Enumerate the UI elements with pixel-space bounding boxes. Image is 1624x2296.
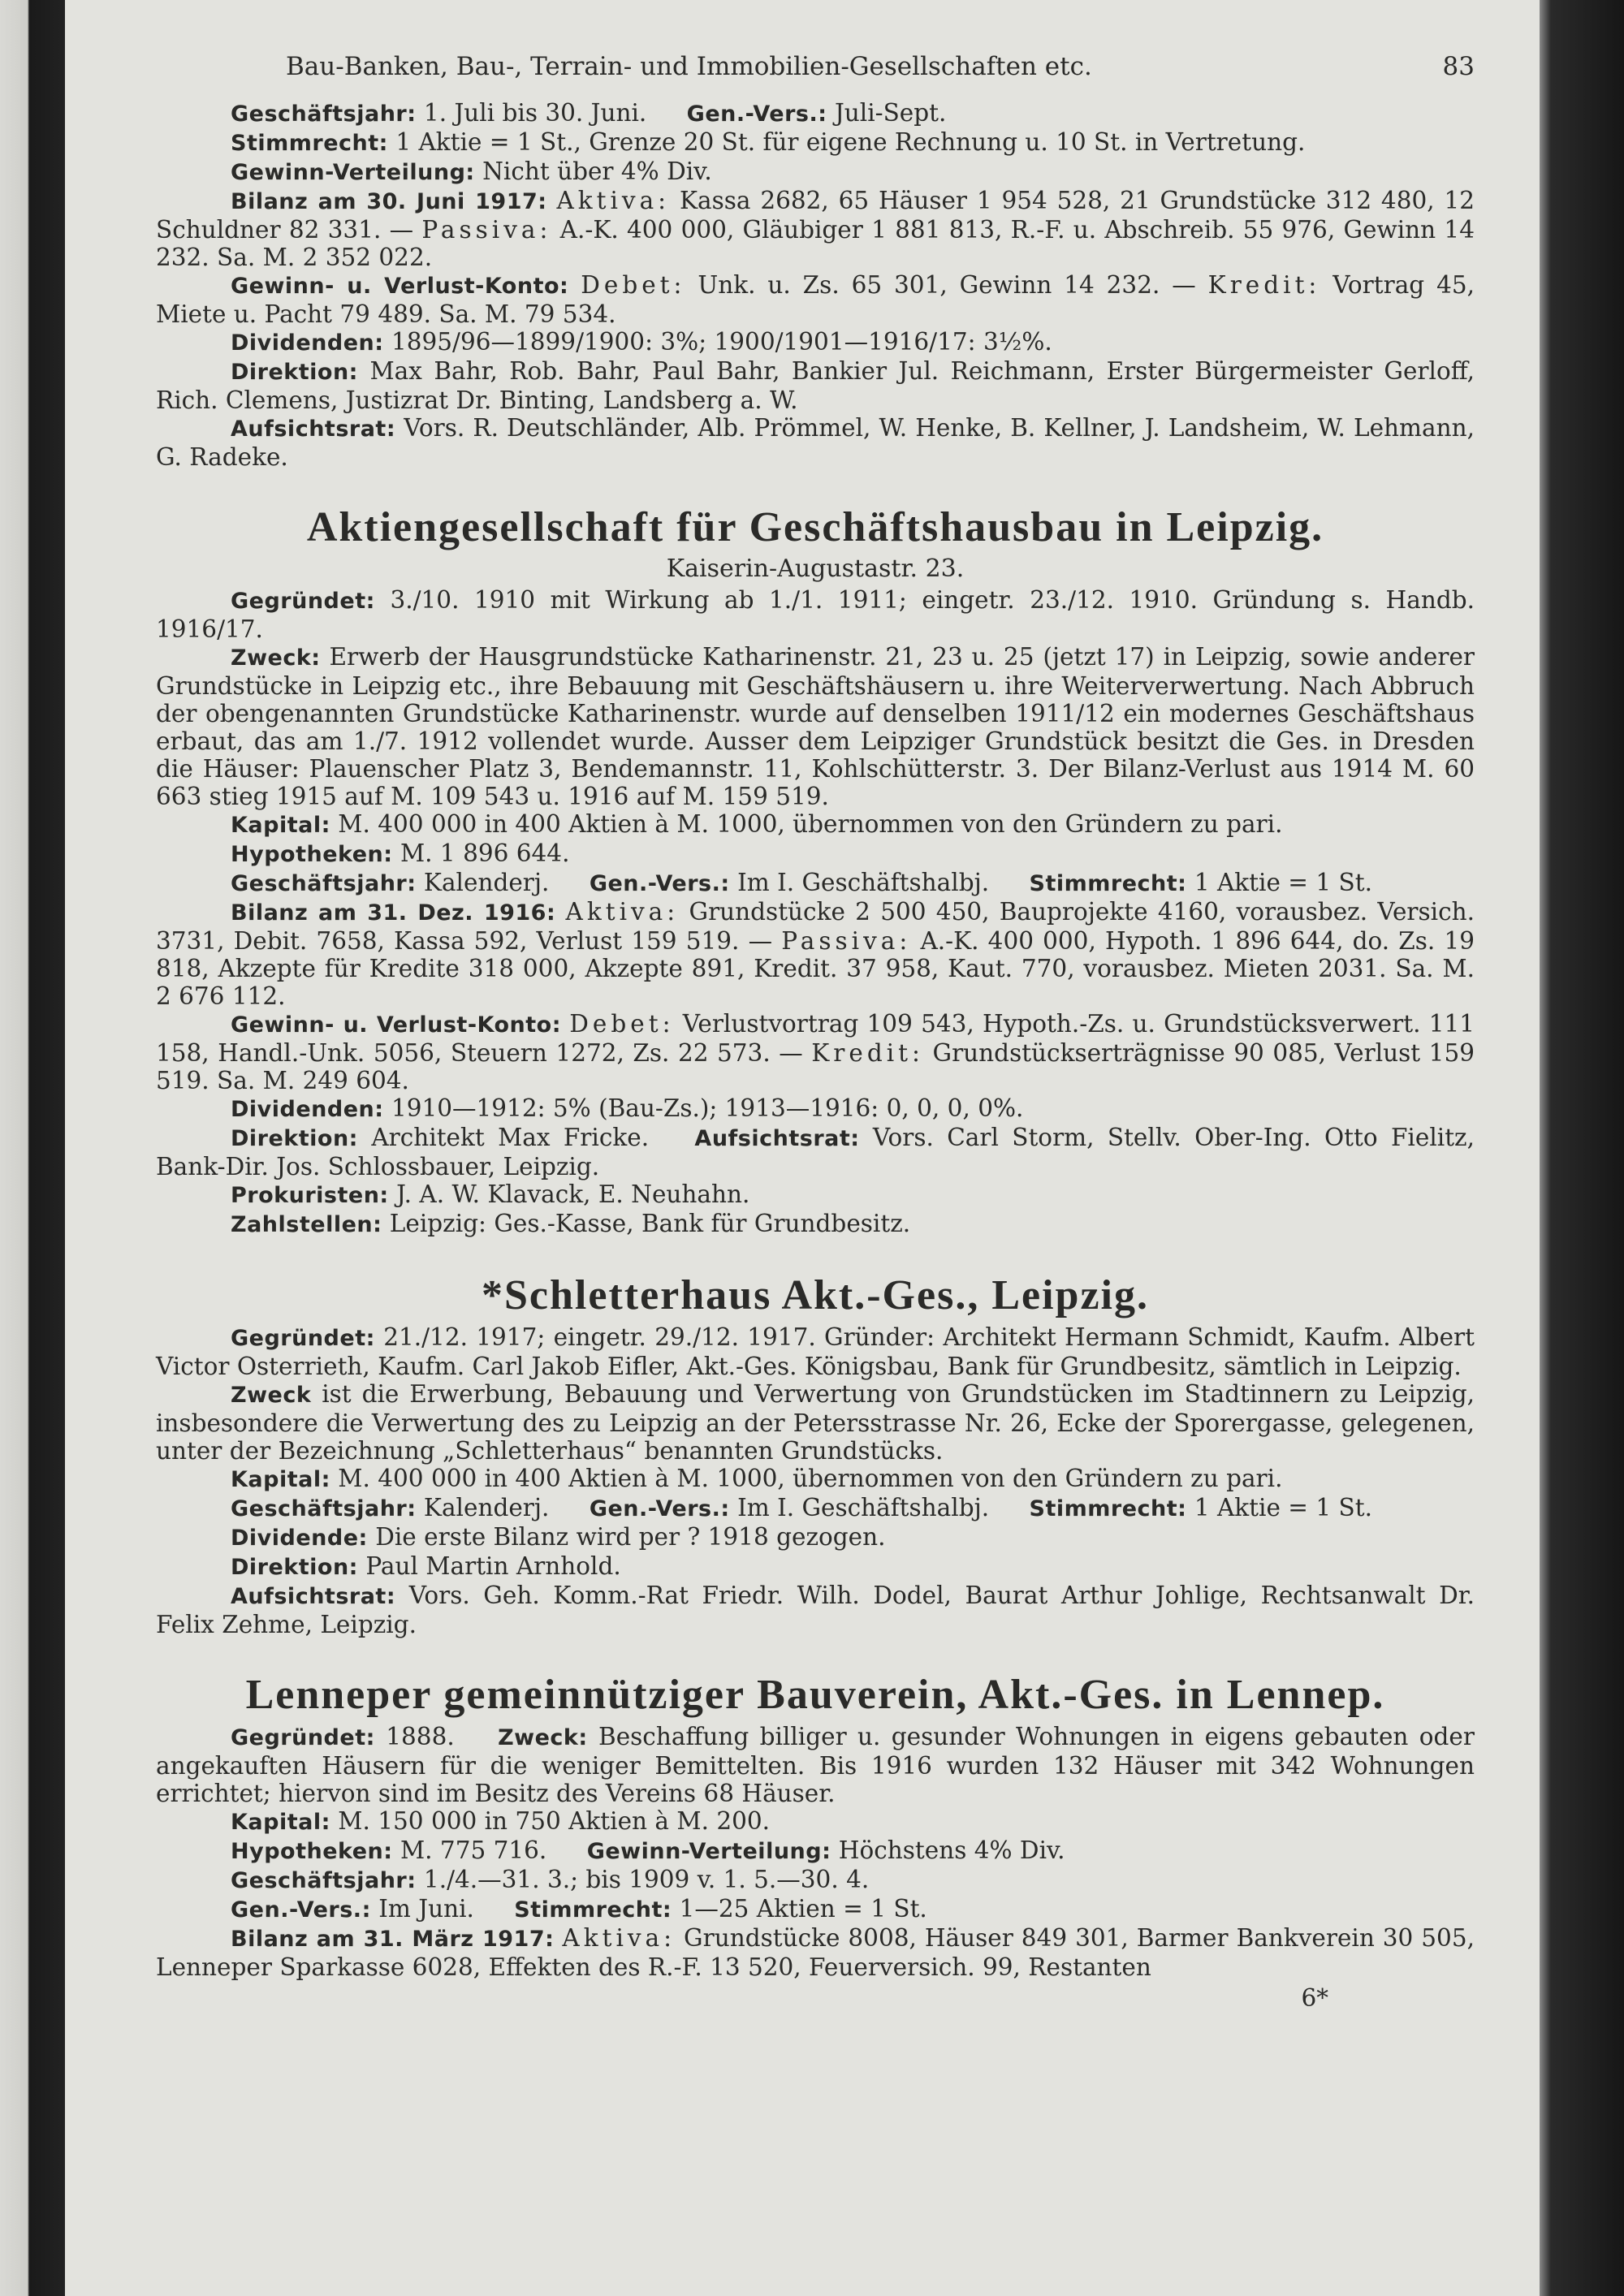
field-label: Bilanz am 31. Dez. 1916: <box>231 900 556 926</box>
field-label: Aufsichtsrat: <box>231 416 396 442</box>
field-value: 1. Juli bis 30. Juni. <box>423 99 647 127</box>
field-label: Bilanz am 30. Juni 1917: <box>231 189 547 214</box>
spaced-label: Aktiva: <box>565 898 680 926</box>
field-value: Juli-Sept. <box>834 99 947 127</box>
geschaeftsjahr-line <box>156 869 1475 898</box>
field-label: Stimmrecht: <box>1029 1496 1187 1521</box>
guv-paragraph <box>156 1010 1475 1094</box>
aufsichtsrat-paragraph <box>156 414 1475 471</box>
field-label: Hypotheken: <box>231 842 393 867</box>
guv-paragraph <box>156 271 1475 328</box>
field-value: Kalenderj. <box>423 1494 550 1521</box>
field-label: Hypotheken: <box>231 1839 393 1864</box>
spaced-label: Aktiva: <box>562 1924 676 1952</box>
entry-geschaeftshausbau <box>156 503 1475 1239</box>
field-value: Paul Martin Arnhold. <box>365 1552 621 1580</box>
entry-lenneper-bauverein <box>156 1671 1475 1981</box>
field-value: Unk. u. Zs. 65 301, Gewinn 14 232. — <box>698 271 1196 299</box>
field-label: Aufsichtsrat: <box>231 1584 396 1609</box>
bilanz-paragraph <box>156 187 1475 271</box>
field-value: Kalenderj. <box>423 869 550 896</box>
field-value: Im I. Geschäftshalbj. <box>737 1494 990 1521</box>
field-label: Dividende: <box>231 1526 368 1551</box>
field-value: Vors. R. Deutschländer, Alb. Prömmel, W. Henke, B. Kellner, J. Landsheim, W. Lehmann, G. Radeke. <box>156 414 1475 471</box>
field-value: M. 400 000 in 400 Aktien à M. 1000, übernommen von den Gründern zu pari. <box>338 1465 1283 1492</box>
field-label: Geschäftsjahr: <box>231 1496 417 1521</box>
field-value: 1 Aktie = 1 St., Grenze 20 St. für eigene Rechnung u. 10 St. in Vertretung. <box>395 128 1306 156</box>
field-label: Gegründet: <box>231 1326 375 1351</box>
hypotheken-line <box>156 1836 1475 1866</box>
field-label: Aufsichtsrat: <box>694 1126 860 1151</box>
spaced-label: Passiva: <box>421 216 552 244</box>
field-label: Direktion: <box>231 360 358 385</box>
field-value: 1—25 Aktien = 1 St. <box>679 1895 927 1923</box>
field-label: Zahlstellen: <box>231 1212 382 1237</box>
field-label: Zweck: <box>231 645 321 671</box>
zahlstellen-line <box>156 1210 1475 1239</box>
geschaeftsjahr-line <box>156 1866 1475 1895</box>
gegruendet-paragraph <box>156 1323 1475 1380</box>
field-value: Grundstückserträgnisse 90 085, Verlust 159 519. Sa. M. 249 604. <box>156 1039 1475 1094</box>
direktion-paragraph <box>156 357 1475 414</box>
field-value: M. 400 000 in 400 Aktien à M. 1000, übernommen von den Gründern zu pari. <box>338 810 1283 838</box>
entry-continued <box>156 99 1475 471</box>
field-value: Höchstens 4% Div. <box>838 1836 1065 1864</box>
field-label: Stimmrecht: <box>1029 871 1187 896</box>
spaced-label: Kredit: <box>811 1039 924 1067</box>
dividenden-line <box>156 1094 1475 1124</box>
prokuristen-line <box>156 1180 1475 1210</box>
field-value: Grundstücke 2 500 450, Bauprojekte 4160, vorausbez. Versich. 3731, Debit. 7658, Kassa 592, Verlust 159 519. — <box>156 898 1475 955</box>
field-value: Beschaffung billiger u. gesunder Wohnungen in eigens gebauten oder angekauften Häusern für die weniger Bemittelten. Bis 1916 wurden 132 Häuser mit 342 Wohnungen errichtet; hiervon sind im Besitz des Vereins 68 Häuser. <box>156 1723 1475 1807</box>
field-label: Gen.-Vers.: <box>589 1496 730 1521</box>
geschaeftsjahr-line <box>156 99 1475 128</box>
field-value: M. 1 896 644. <box>400 839 570 867</box>
field-label: Gewinn- u. Verlust-Konto: <box>231 274 569 299</box>
field-value: 1895/96—1899/1900: 3%; 1900/1901—1916/17: 3½%. <box>391 328 1052 356</box>
spaced-label: Kredit: <box>1207 271 1321 299</box>
scan-right-edge <box>1540 0 1624 2296</box>
field-value: A.-K. 400 000, Hypoth. 1 896 644, do. Zs. 19 818, Akzepte für Kredite 318 000, Akzepte 891, Kredit. 37 958, Kaut. 770, vorausbez. Mieten 2031. Sa. M. 2 676 112. <box>156 927 1475 1010</box>
field-label: Dividenden: <box>231 330 384 356</box>
gen-vers-line <box>156 1895 1475 1924</box>
bilanz-paragraph <box>156 898 1475 1010</box>
gewinn-verteilung-line <box>156 158 1475 187</box>
book-page <box>65 0 1540 2296</box>
spaced-label: Debet: <box>569 1010 675 1038</box>
field-label: Zweck: <box>498 1725 588 1750</box>
field-value: A.-K. 400 000, Gläubiger 1 881 813, R.-F. u. Abschreib. 55 976, Gewinn 14 232. Sa. M. 2 352 022. <box>156 216 1475 271</box>
field-value: Vors. Geh. Komm.-Rat Friedr. Wilh. Dodel, Baurat Arthur Johlige, Rechtsanwalt Dr. Felix Zehme, Leipzig. <box>156 1582 1475 1638</box>
direktion-paragraph <box>156 1124 1475 1180</box>
kapital-line <box>156 810 1475 839</box>
field-label: Stimmrecht: <box>231 131 388 156</box>
gegruendet-paragraph <box>156 586 1475 643</box>
field-value: Nicht über 4% Div. <box>482 158 712 185</box>
field-value: 1 Aktie = 1 St. <box>1194 869 1372 896</box>
field-label: Stimmrecht: <box>514 1897 672 1923</box>
stimmrecht-line <box>156 128 1475 158</box>
signature-mark: 6* <box>1301 1984 1328 2012</box>
zweck-paragraph <box>156 1380 1475 1465</box>
field-value: J. A. W. Klavack, E. Neuhahn. <box>396 1180 750 1208</box>
direktion-line <box>156 1552 1475 1582</box>
spaced-label: Aktiva: <box>556 187 671 214</box>
spaced-label: Passiva: <box>781 927 912 955</box>
running-head <box>156 52 1475 81</box>
field-value: 1910—1912: 5% (Bau-Zs.); 1913—1916: 0, 0, 0, 0%. <box>391 1094 1024 1122</box>
field-value: Vors. Carl Storm, Stellv. Ober-Ing. Otto Fielitz, Bank-Dir. Jos. Schlossbauer, Leipzig. <box>156 1124 1475 1180</box>
field-label: Zweck <box>231 1383 312 1408</box>
spaced-label: Debet: <box>581 271 686 299</box>
field-label: Geschäftsjahr: <box>231 871 417 896</box>
field-value: M. 775 716. <box>400 1836 547 1864</box>
field-label: Kapital: <box>231 813 330 838</box>
field-value: Vortrag 45, Miete u. Pacht 79 489. Sa. M. 79 534. <box>156 271 1475 328</box>
field-value: Verlustvortrag 109 543, Hypoth.-Zs. u. Grundstücksverwert. 111 158, Handl.-Unk. 5056, Steuern 1272, Zs. 22 573. — <box>156 1010 1475 1067</box>
company-title: *Schletterhaus Akt.-Ges., Leipzig. <box>482 1272 1149 1318</box>
page-number: 83 <box>1442 52 1475 81</box>
field-value: Grundstücke 8008, Häuser 849 301, Barmer Bankverein 30 505, Lenneper Sparkasse 6028, Effekten des R.-F. 13 520, Feuerversich. 99, Restanten <box>156 1924 1475 1981</box>
field-label: Gewinn-Verteilung: <box>586 1839 831 1864</box>
field-value: 21./12. 1917; eingetr. 29./12. 1917. Gründer: Architekt Hermann Schmidt, Kaufm. Albert Victor Osterrieth, Kaufm. Carl Jakob Eifler, Akt.-Ges. Königsbau, Bank für Grundbesitz, sämtlich in Leipzig. <box>156 1323 1475 1380</box>
field-label: Dividenden: <box>231 1097 384 1122</box>
field-value: 1./4.—31. 3.; bis 1909 v. 1. 5.—30. 4. <box>423 1866 870 1893</box>
field-label: Gen.-Vers.: <box>686 101 827 127</box>
bilanz-paragraph <box>156 1924 1475 1981</box>
field-value: Im Juni. <box>378 1895 474 1923</box>
field-value: Architekt Max Fricke. <box>371 1124 650 1151</box>
field-value: Kassa 2682, 65 Häuser 1 954 528, 21 Grundstücke 312 480, 12 Schuldner 82 331. — <box>156 187 1475 244</box>
field-value: Leipzig: Ges.-Kasse, Bank für Grundbesitz. <box>389 1210 911 1237</box>
dividenden-line <box>156 328 1475 357</box>
field-label: Direktion: <box>231 1555 358 1580</box>
field-label: Kapital: <box>231 1810 330 1835</box>
field-label: Gewinn-Verteilung: <box>231 160 475 185</box>
company-address: Kaiserin-Augustastr. 23. <box>666 555 965 583</box>
field-value: 3./10. 1910 mit Wirkung ab 1./1. 1911; eingetr. 23./12. 1910. Gründung s. Handb. 1916/17. <box>156 586 1475 643</box>
field-value: Im I. Geschäftshalbj. <box>737 869 990 896</box>
company-title: Lenneper gemeinnütziger Bauverein, Akt.-Ges. in Lennep. <box>245 1672 1385 1718</box>
field-value: M. 150 000 in 750 Aktien à M. 200. <box>338 1807 771 1835</box>
aufsichtsrat-paragraph <box>156 1582 1475 1638</box>
field-label: Gegründet: <box>231 589 375 614</box>
dividende-line <box>156 1523 1475 1552</box>
kapital-line <box>156 1807 1475 1836</box>
field-label: Gen.-Vers.: <box>589 871 730 896</box>
kapital-line <box>156 1465 1475 1494</box>
geschaeftsjahr-line <box>156 1494 1475 1523</box>
running-title: Bau-Banken, Bau-, Terrain- und Immobilien-Gesellschaften etc. <box>286 52 1092 81</box>
field-value: Max Bahr, Rob. Bahr, Paul Bahr, Bankier Jul. Reichmann, Erster Bürgermeister Gerloff, Rich. Clemens, Justizrat Dr. Binting, Landsberg a. W. <box>156 357 1475 414</box>
zweck-paragraph <box>156 643 1475 810</box>
field-label: Geschäftsjahr: <box>231 101 417 127</box>
scan-left-edge <box>0 0 65 2296</box>
field-value: 1 Aktie = 1 St. <box>1194 1494 1372 1521</box>
field-label: Gegründet: <box>231 1725 375 1750</box>
hypotheken-line <box>156 839 1475 869</box>
field-label: Gewinn- u. Verlust-Konto: <box>231 1012 562 1038</box>
field-value: Erwerb der Hausgrundstücke Katharinenstr. 21, 23 u. 25 (jetzt 17) in Leipzig, sowie anderer Grundstücke in Leipzig etc., ihre Bebauung mit Geschäftshäusern u. ihre Weiterverwertung. Nach Abbruch der obengenannten Grundstücke Katharinenstr. wurde auf denselben 1911/12 ein modernes Geschäftshaus erbaut, das am 1./7. 1912 vollendet wurde. Ausser dem Leipziger Grundstück besitzt die Ges. in Dresden die Häuser: Plauenscher Platz 3, Bendemannstr. 11, Kohlschütterstr. 3. Der Bilanz-Verlust aus 1914 M. 60 663 stieg 1915 auf M. 109 543 u. 1916 auf M. 159 519. <box>156 643 1475 810</box>
field-label: Kapital: <box>231 1467 330 1492</box>
field-label: Gen.-Vers.: <box>231 1897 371 1923</box>
text-column <box>156 52 1475 2012</box>
field-label: Prokuristen: <box>231 1183 389 1208</box>
gegruendet-zweck-paragraph <box>156 1723 1475 1807</box>
field-value: ist die Erwerbung, Bebauung und Verwertung von Grundstücken im Stadtinnern zu Leipzig, insbesondere die Verwertung des zu Leipzig an der Petersstrasse Nr. 26, Ecke der Sporergasse, gelegenen, unter der Bezeichnung „Schletterhaus“ benannten Grundstücks. <box>156 1380 1475 1465</box>
field-label: Geschäftsjahr: <box>231 1868 417 1893</box>
company-title: Aktiengesellschaft für Geschäftshausbau in Leipzig. <box>306 504 1324 550</box>
field-label: Direktion: <box>231 1126 358 1151</box>
field-value: Die erste Bilanz wird per ? 1918 gezogen. <box>375 1523 886 1551</box>
field-value: 1888. <box>386 1723 455 1750</box>
entry-schletterhaus <box>156 1271 1475 1638</box>
field-label: Bilanz am 31. März 1917: <box>231 1927 555 1952</box>
